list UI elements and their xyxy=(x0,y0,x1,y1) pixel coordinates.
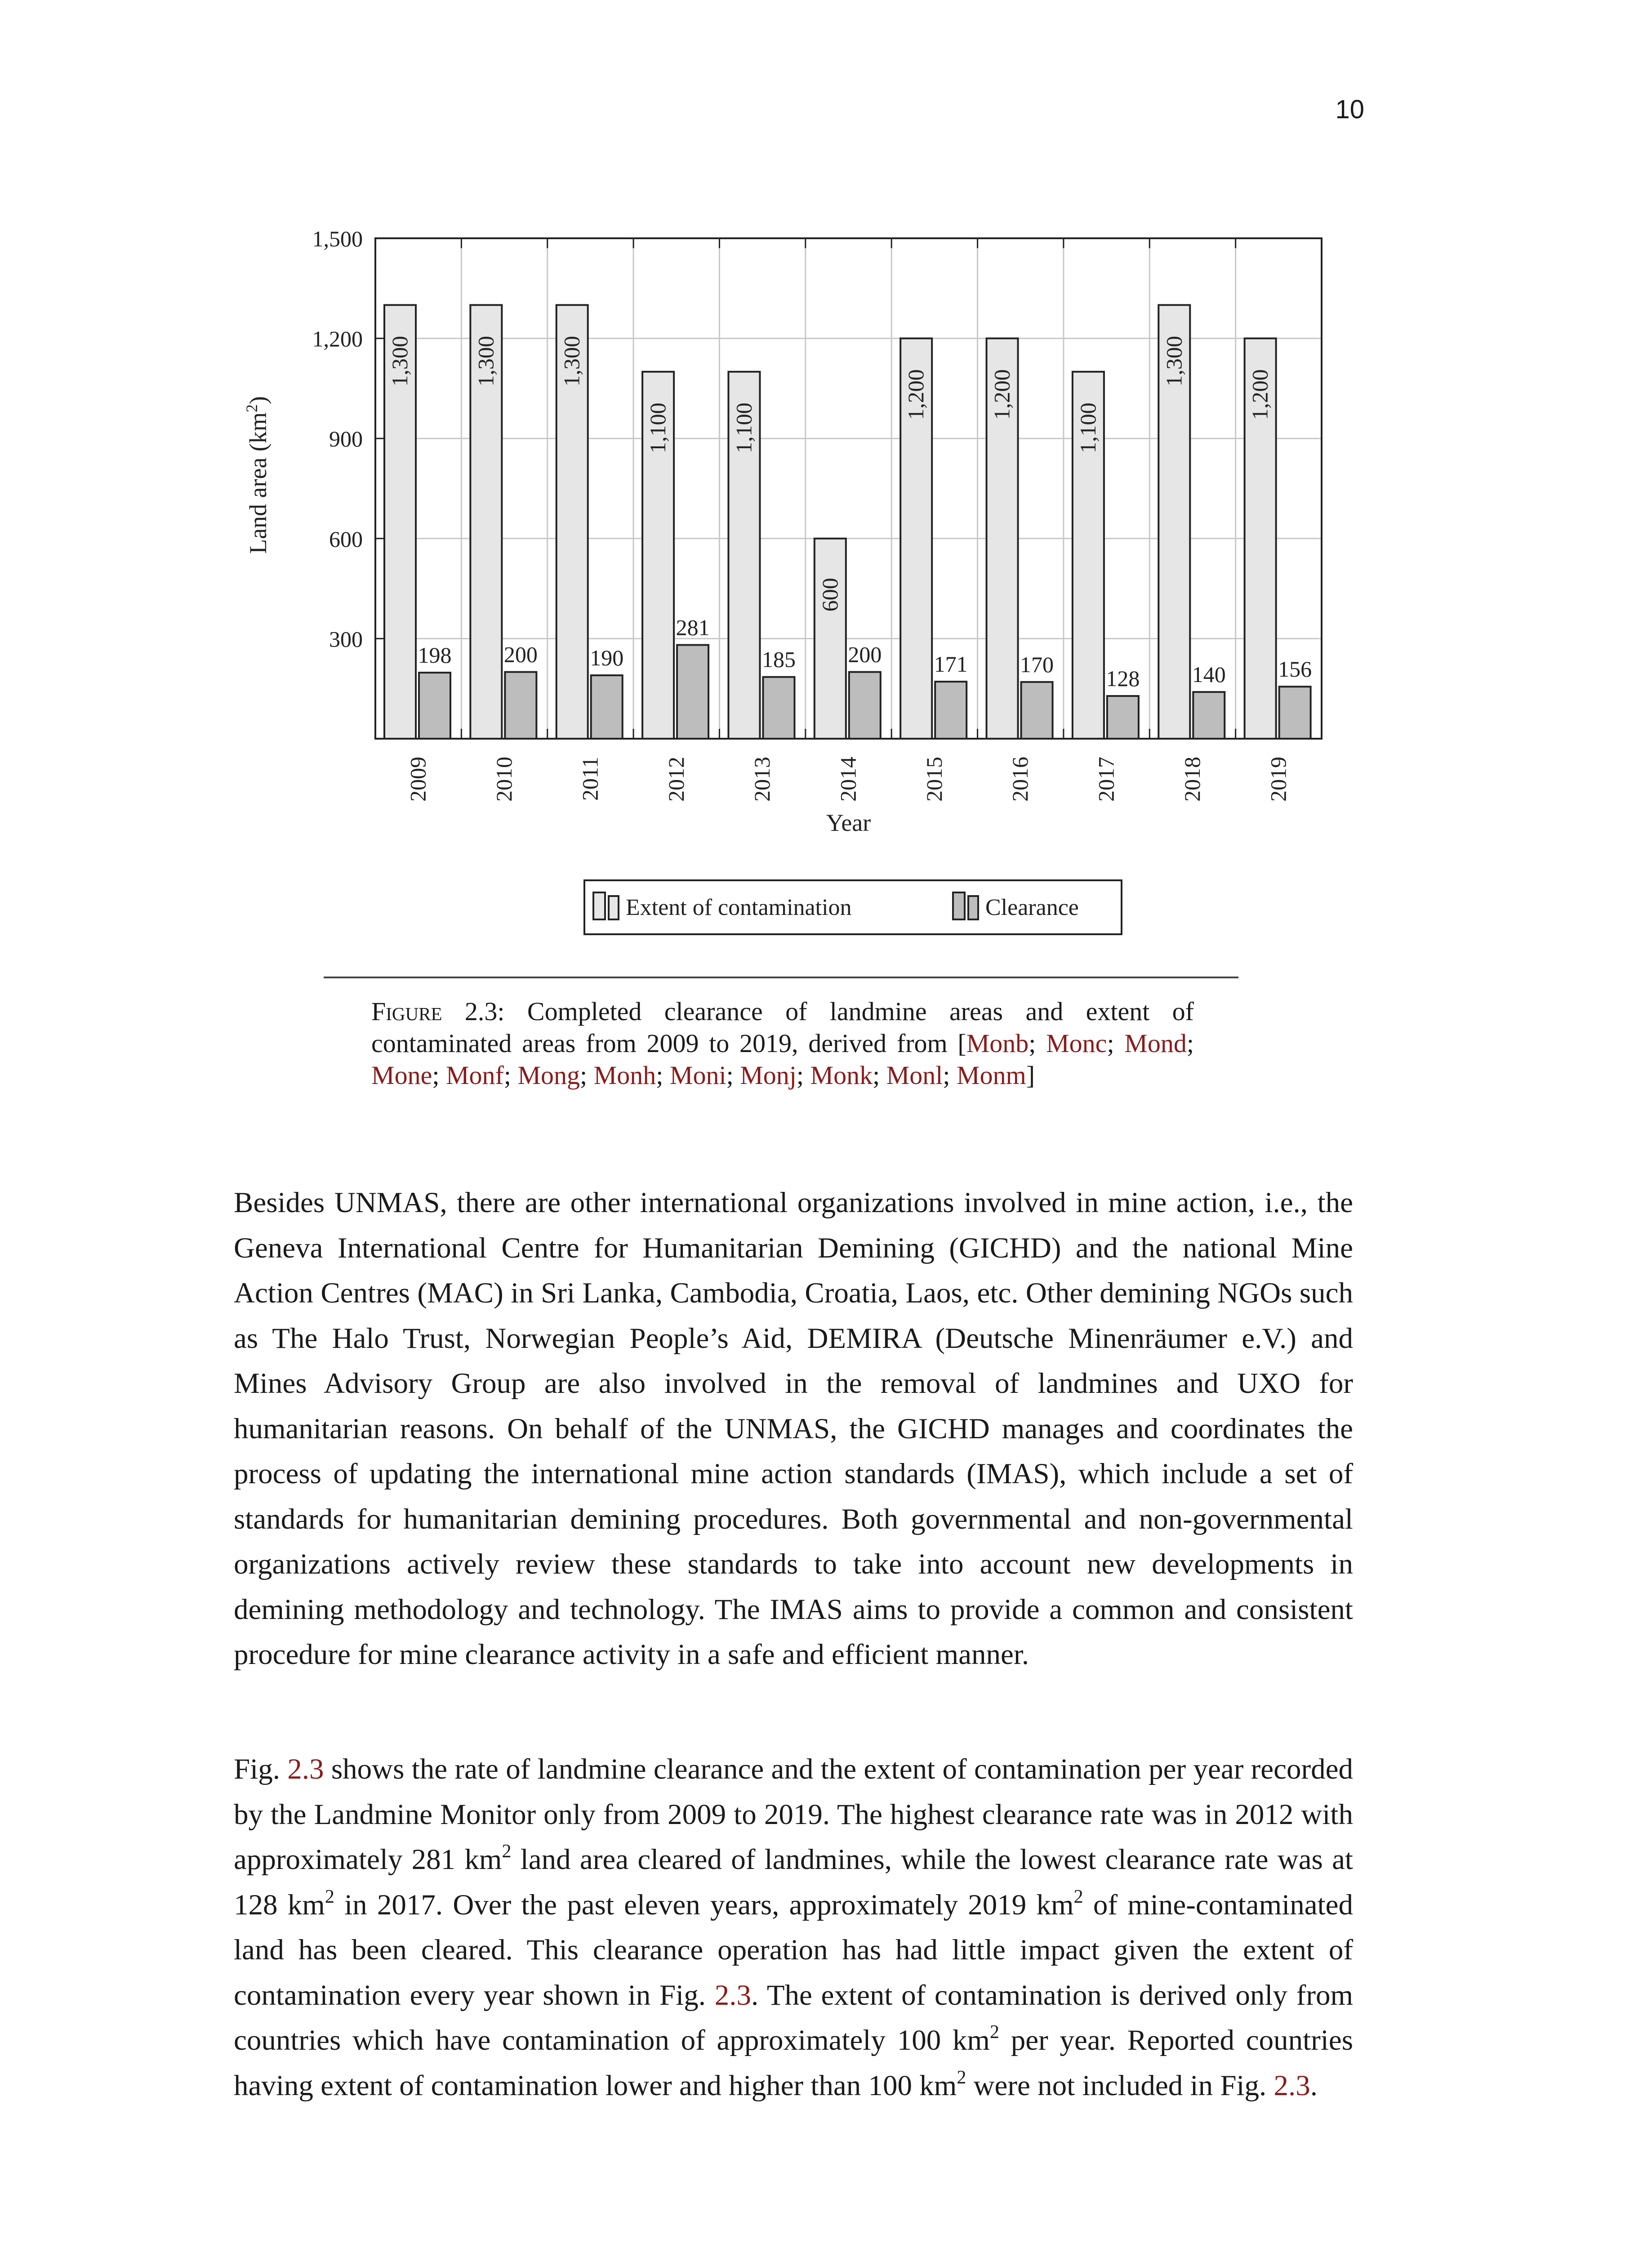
superscript: 2 xyxy=(990,2022,999,2043)
legend-swatch-clearance xyxy=(968,896,978,919)
data-label-clearance: 200 xyxy=(848,642,882,667)
x-tick-label: 2014 xyxy=(835,757,861,802)
bar-clearance xyxy=(849,672,881,739)
citation-separator: ; xyxy=(432,1061,446,1090)
citation-link[interactable]: Monj xyxy=(740,1061,797,1090)
data-label-clearance: 198 xyxy=(418,642,452,668)
bar-clearance xyxy=(763,677,794,739)
body-paragraph-1: Besides UNMAS, there are other international organizations involved in mine action, i.e., the Geneva International Centre for Humanitarian Demining (GICHD) and the national Mine Action Centres (MAC) in Sri Lanka, Cambodia, Croatia, Laos, etc. Other demining NGOs such as The Halo Trust, Norwegian People’s Aid, DEMIRA (Deutsche Minenräumer e.V.) and Mines Advisory Group are also involved in the removal of landmines and UXO for humanitarian reasons. On behalf of the UNMAS, the GICHD manages and coordinates the process of updating the international mine action standards (IMAS), which include a set of standards for humanitarian demining procedures. Both governmental and non-governmental organizations actively review these standards to take into account new developments in demining methodology and technology. The IMAS aims to provide a common and consistent procedure for mine clearance activity in a safe and efficient manner. xyxy=(234,1186,1353,1671)
y-tick-label: 900 xyxy=(329,426,363,452)
x-axis-title: Year xyxy=(826,809,871,836)
data-label-extent: 1,100 xyxy=(1075,402,1100,454)
data-label-clearance: 170 xyxy=(1020,651,1054,677)
bar-clearance xyxy=(1021,682,1053,739)
citation-separator: ; xyxy=(1107,1029,1125,1058)
data-label-clearance: 140 xyxy=(1192,662,1226,687)
data-label-extent: 1,200 xyxy=(1247,369,1273,420)
data-label-extent: 1,300 xyxy=(559,336,584,387)
bar-clearance xyxy=(1279,687,1311,739)
data-label-clearance: 185 xyxy=(761,647,796,672)
caption-label: Figure 2.3: xyxy=(371,997,505,1026)
data-label-extent: 600 xyxy=(817,578,842,612)
x-tick-label: 2013 xyxy=(749,757,775,802)
data-label-clearance: 281 xyxy=(676,615,710,640)
legend-swatch-clearance xyxy=(953,892,965,919)
x-tick-label: 2019 xyxy=(1265,757,1291,802)
bar-extent-of-contamination xyxy=(815,539,846,739)
y-axis-title: Land area $(km^2)$ xyxy=(243,396,272,554)
legend xyxy=(584,880,1122,934)
citation-link[interactable]: Monh xyxy=(593,1061,656,1090)
superscript: 2 xyxy=(325,1886,334,1907)
citation-link[interactable]: Monb xyxy=(966,1029,1029,1058)
y-tick-label: 300 xyxy=(329,626,363,652)
bar-clearance xyxy=(1107,696,1139,739)
citation-link[interactable]: Mong xyxy=(517,1061,580,1090)
data-label-extent: 1,200 xyxy=(989,369,1015,420)
legend-swatch-extent xyxy=(593,892,605,919)
body-paragraph-2: Fig. 2.3 shows the rate of landmine clearance and the extent of contamination per year recorded by the Landmine Monitor only from 2009 to 2019. The highest clearance rate was in 2012 with approximately 281 $km^2$ land area cleared of landmines, while the lowest clearance rate was at 128 $km^2$ in 2017. Over the past eleven years, approximately 2019 $km^2$ of mine-contaminated land has been cleared. This clearance operation has had little impact given the extent of contamination every year shown in Fig. 2.3. The extent of contamination is derived only from countries which have contamination of approximately 100 $km^2$ per year. Reported countries having extent of contamination lower and higher than 100 $km^2$ were not included in Fig. 2.3. xyxy=(234,1753,1354,2102)
citation-link[interactable]: Mond xyxy=(1124,1029,1187,1058)
figure-caption xyxy=(371,995,1194,1091)
citation-separator: ; xyxy=(656,1061,670,1090)
bar-clearance xyxy=(935,682,966,739)
citation-separator: ; xyxy=(1186,1029,1194,1058)
legend-swatch-extent xyxy=(609,896,619,919)
x-tick-label: 2017 xyxy=(1093,756,1119,802)
citation-separator: ; xyxy=(796,1061,810,1090)
x-tick-label: 2012 xyxy=(663,757,689,802)
data-label-clearance: 190 xyxy=(590,645,624,671)
bar-chart xyxy=(234,198,1380,962)
caption-text: Completed clearance of landmine areas and extent of contaminated areas from 2009 to 2019, derived from [ xyxy=(371,997,1194,1058)
citation-link[interactable]: Mone xyxy=(371,1061,432,1090)
citation-link[interactable]: Monk xyxy=(810,1061,873,1090)
data-label-extent: 1,100 xyxy=(645,402,671,454)
superscript: 2 xyxy=(502,1841,512,1862)
citation-link[interactable]: Monl xyxy=(886,1061,943,1090)
data-label-clearance: 171 xyxy=(934,651,968,677)
bar-clearance xyxy=(419,673,450,739)
data-label-extent: 1,100 xyxy=(731,402,757,454)
data-label-clearance: 156 xyxy=(1278,656,1312,682)
data-label-extent: 1,200 xyxy=(903,369,929,420)
x-tick-label: 2010 xyxy=(491,757,517,802)
bar-clearance xyxy=(677,645,708,739)
bar-clearance xyxy=(591,675,623,739)
figure-link[interactable]: 2.3 xyxy=(287,1753,324,1785)
citation-separator: ; xyxy=(726,1061,740,1090)
x-tick-label: 2011 xyxy=(577,757,603,801)
figure-link[interactable]: 2.3 xyxy=(1274,2069,1310,2102)
data-label-clearance: 128 xyxy=(1106,666,1140,691)
citation-separator: ; xyxy=(580,1061,594,1090)
citation-separator: ; xyxy=(873,1061,886,1090)
caption-close: ] xyxy=(1026,1061,1035,1090)
y-tick-label: 1,500 xyxy=(312,226,363,251)
data-label-extent: 1,300 xyxy=(1161,336,1187,387)
data-label-extent: 1,300 xyxy=(473,336,499,387)
y-tick-label: 600 xyxy=(329,526,363,552)
citation-link[interactable]: Moni xyxy=(669,1061,726,1090)
x-tick-label: 2016 xyxy=(1007,757,1033,802)
bar-clearance xyxy=(1193,692,1225,739)
legend-label-extent: Extent of contamination xyxy=(626,895,852,920)
caption-divider xyxy=(324,977,1238,978)
legend-label-clearance: Clearance xyxy=(985,895,1079,920)
superscript: 2 xyxy=(957,2067,966,2088)
citation-separator: ; xyxy=(943,1061,957,1090)
x-tick-label: 2015 xyxy=(921,757,947,802)
data-label-clearance: 200 xyxy=(503,642,538,667)
citation-separator: ; xyxy=(503,1061,518,1090)
citation-link[interactable]: Monf xyxy=(445,1061,504,1090)
figure-link[interactable]: 2.3 xyxy=(714,1979,751,2012)
y-tick-label: 1,200 xyxy=(312,326,363,352)
x-tick-label: 2018 xyxy=(1179,757,1205,802)
citation-separator: ; xyxy=(1029,1029,1046,1058)
x-tick-label: 2009 xyxy=(405,757,431,802)
data-label-extent: 1,300 xyxy=(387,336,412,387)
citation-link[interactable]: Monm xyxy=(957,1061,1026,1090)
superscript: 2 xyxy=(1073,1886,1083,1907)
citation-link[interactable]: Monc xyxy=(1046,1029,1107,1058)
bar-clearance xyxy=(505,672,536,739)
page-number: 10 xyxy=(1335,95,1364,124)
